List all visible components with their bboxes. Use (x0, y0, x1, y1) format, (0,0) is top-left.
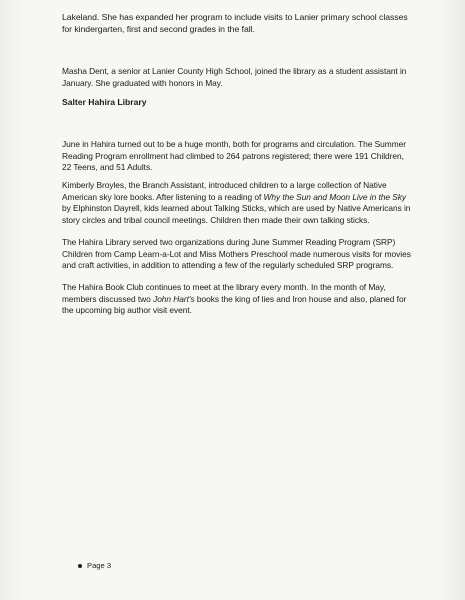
page-footer (78, 561, 111, 570)
paragraph-lakeland (62, 11, 412, 36)
paragraph-srp-organizations (62, 237, 412, 272)
text-span: books the king of lies and Iron house and also, planed for the upcoming big author visit event. (62, 293, 407, 316)
paragraph-text (62, 180, 412, 226)
paragraph-book-club (62, 282, 412, 317)
author-name: John Hart's (153, 293, 195, 304)
paragraph-text: The Hahira Library served two organizations during June Summer Reading Program (SRP) Children from Camp Learn-a-Lot and Miss Mothers Preschool made numerous visits for movies and craft activities, in addition to attending a few of the regularly scheduled SRP programs. (62, 237, 411, 271)
text-span: The Hahira Book Club continues to meet at the library every month. In the month of May, members discussed two (62, 282, 386, 304)
text-span: Kimberly Broyles, the Branch Assistant, introduced children to a large collection of Native American sky lore books. After listening to a reading of (62, 180, 387, 202)
bullet-icon (78, 564, 82, 568)
book-title: Why the Sun and Moon Live in the Sky (263, 191, 407, 202)
paragraph-june-hahira (62, 139, 412, 174)
paragraph-text: June in Hahira turned out to be a huge month, both for programs and circulation. The Summer Reading Program enrollment had climbed to 264 patrons registered; there were 191 Children, 22 Teens, and 51 Adults. (62, 139, 406, 173)
section-heading: Salter Hahira Library (62, 97, 147, 107)
text-span: by Elphinston Dayrell, kids learned about Talking Sticks, which are used by Native Americans in story circles and tribal council meetings. Children then made their own talking sticks. (62, 203, 411, 225)
paragraph-text (62, 282, 412, 317)
paragraph-text: Lakeland. She has expanded her program to include visits to Lanier primary school classes for kindergarten, first and second grades in the fall. (62, 12, 408, 35)
paragraph-text: Masha Dent, a senior at Lanier County High School, joined the library as a student assistant in January. She graduated with honors in May. (62, 66, 407, 88)
paragraph-kimberly-broyles (62, 180, 412, 226)
paragraph-masha-dent (62, 66, 412, 89)
page-number: Page 3 (87, 561, 112, 570)
